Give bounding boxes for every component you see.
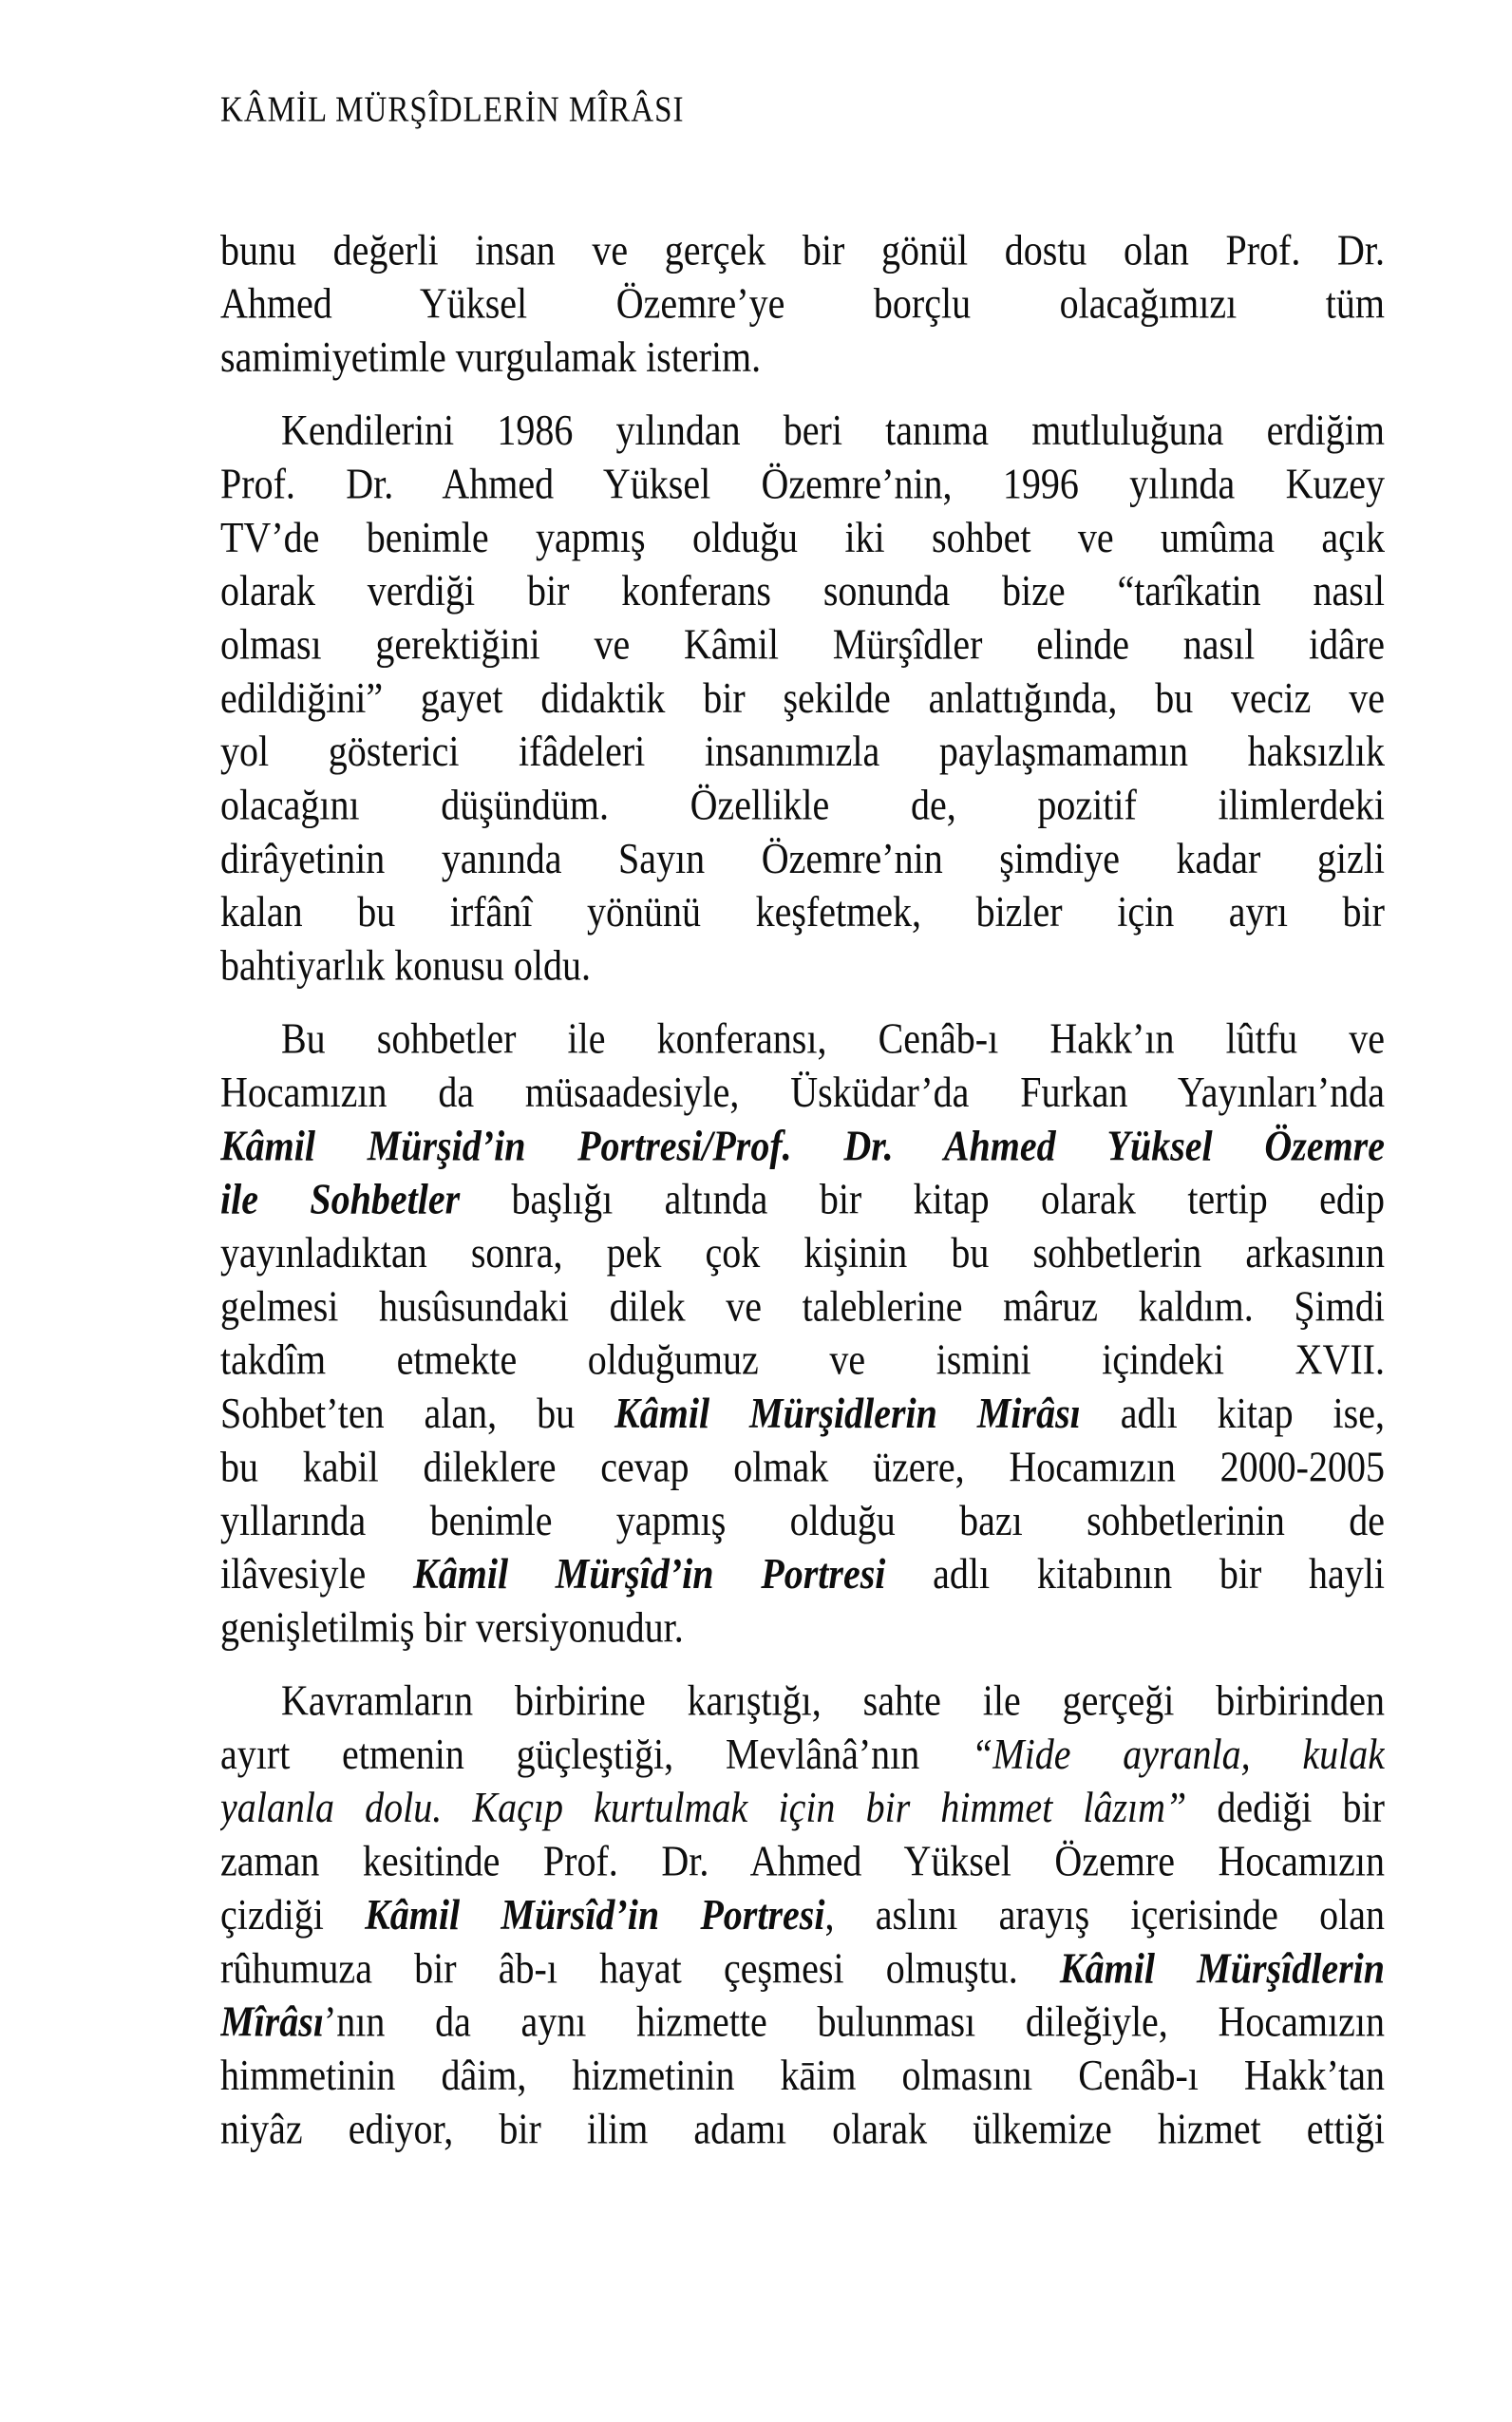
body-text: olarak verdiği bir konferans sonunda bize “tarîkatin nasıl — [220, 565, 1385, 615]
text-line — [220, 1440, 1385, 1493]
text-line — [220, 1333, 1385, 1386]
book-title-text: Kâmil Mürşîd’in Portresi — [413, 1548, 886, 1599]
paragraph — [220, 1674, 1385, 2155]
text-line — [220, 671, 1385, 724]
text-line — [220, 938, 1385, 992]
body-text: gelmesi husûsundaki dilek ve taleblerine mâruz kaldım. Şimdi — [220, 1280, 1385, 1331]
body-text: niyâz ediyor, bir ilim adamı olarak ülkemize hizmet ettiği — [220, 2103, 1385, 2153]
text-line — [220, 2048, 1385, 2101]
text-line — [220, 778, 1385, 831]
body-text: adlı kitap ise, — [1080, 1388, 1385, 1438]
text-line — [220, 1781, 1385, 1834]
text-line — [220, 2102, 1385, 2155]
body-text: adlı kitabının bir hayli — [885, 1548, 1385, 1599]
text-line — [220, 563, 1385, 616]
text-line — [220, 1887, 1385, 1940]
text-line — [220, 885, 1385, 938]
text-line — [220, 1172, 1385, 1225]
text-line — [220, 1279, 1385, 1333]
text-line — [220, 276, 1385, 330]
body-text: bahtiyarlık konusu oldu. — [220, 940, 591, 990]
text-line — [220, 1012, 1385, 1065]
text-line — [220, 617, 1385, 671]
quotation-text: “Mide ayranla, kulak — [972, 1729, 1385, 1779]
body-text: Hocamızın da müsaadesiyle, Üsküdar’da Furkan Yayınları’nda — [220, 1067, 1385, 1117]
text-line — [220, 1065, 1385, 1118]
paragraph — [220, 403, 1385, 992]
body-text: ayırt etmenin güçleştiği, Mevlânâ’nın — [220, 1729, 973, 1779]
text-line — [220, 223, 1385, 276]
text-line — [220, 1674, 1385, 1727]
body-text: bunu değerli insan ve gerçek bir gönül dostu olan Prof. Dr. — [220, 224, 1385, 274]
text-line — [220, 403, 1385, 456]
book-title-text: ile Sohbetler — [220, 1174, 461, 1223]
body-text: ’nın da aynı hizmette bulunması dileğiyle, Hocamızın — [323, 1996, 1385, 2046]
body-text: ilâvesiyle — [220, 1548, 414, 1599]
body-text: yayınladıktan sonra, pek çok kişinin bu sohbetlerin arkasının — [220, 1227, 1385, 1277]
body-text: TV’de benimle yapmış olduğu iki sohbet ve umûma açık — [220, 512, 1385, 562]
book-title-text: Kâmil Mürşid’in Portresi/Prof. Dr. Ahmed Yüksel Özemre — [220, 1120, 1385, 1170]
running-header: KÂMİL MÜRŞÎDLERİN MÎRÂSI — [220, 90, 685, 130]
body-text: olması gerektiğini ve Kâmil Mürşîdler elinde nasıl idâre — [220, 619, 1385, 669]
body-text: dirâyetinin yanında Sayın Özemre’nin şimdiye kadar gizli — [220, 833, 1385, 883]
body-text: olacağını düşündüm. Özellikle de, pozitif ilimlerdeki — [220, 780, 1385, 829]
text-line — [220, 330, 1385, 383]
book-title-text: Kâmil Mürsîd’in Portresi — [365, 1889, 825, 1939]
body-text: Bu sohbetler ile konferansı, Cenâb-ı Hakk’ın lûtfu ve — [281, 1013, 1385, 1063]
body-text: rûhumuza bir âb-ı hayat çeşmesi olmuştu. — [220, 1942, 1060, 1993]
book-title-text: Kâmil Mürşîdlerin — [1059, 1942, 1385, 1993]
body-text: Ahmed Yüksel Özemre’ye borçlu olacağımızı tüm — [220, 278, 1385, 328]
body-text: samimiyetimle vurgulamak isterim. — [220, 331, 762, 382]
text-line — [220, 1119, 1385, 1172]
body-text: çizdiği — [220, 1889, 366, 1939]
body-text: zaman kesitinde Prof. Dr. Ahmed Yüksel Özemre Hocamızın — [220, 1836, 1385, 1885]
body-text: Sohbet’ten alan, bu — [220, 1388, 615, 1438]
body-text: edildiğini” gayet didaktik bir şekilde anlattığında, bu veciz ve — [220, 672, 1385, 723]
body-text: bu kabil dileklere cevap olmak üzere, Hocamızın 2000-2005 — [220, 1442, 1385, 1491]
body-text: takdîm etmekte olduğumuz ve ismini içindeki XVII. — [220, 1334, 1385, 1385]
paragraph — [220, 223, 1385, 384]
body-text: başlığı altında bir kitap olarak tertip edip — [460, 1174, 1385, 1223]
body-text: dediği bir — [1186, 1782, 1385, 1832]
text-line — [220, 457, 1385, 510]
body-text: yıllarında benimle yapmış olduğu bazı sohbetlerinin de — [220, 1495, 1385, 1545]
body-text: yol gösterici ifâdeleri insanımızla paylaşmamamın haksızlık — [220, 726, 1385, 776]
text-line — [220, 1995, 1385, 2048]
body-text: Prof. Dr. Ahmed Yüksel Özemre’nin, 1996 yılında Kuzey — [220, 459, 1385, 508]
body-text: himmetinin dâim, hizmetinin kāim olmasını Cenâb-ı Hakk’tan — [220, 2050, 1385, 2100]
quotation-text: yalanla dolu. Kaçıp kurtulmak için bir himmet lâzım” — [220, 1782, 1187, 1832]
text-line — [220, 1600, 1385, 1654]
body-text: kalan bu irfânî yönünü keşfetmek, bizler için ayrı bir — [220, 886, 1385, 937]
page-body-text — [220, 223, 1385, 2155]
paragraph — [220, 1012, 1385, 1654]
text-line — [220, 1834, 1385, 1887]
body-text: Kavramların birbirine karıştığı, sahte ile gerçeği birbirinden — [281, 1675, 1385, 1725]
text-line — [220, 831, 1385, 884]
body-text: genişletilmiş bir versiyonudur. — [220, 1602, 684, 1652]
text-line — [220, 724, 1385, 777]
text-line — [220, 1941, 1385, 1995]
text-line — [220, 1493, 1385, 1546]
book-title-text: Kâmil Mürşidlerin Mirâsı — [614, 1388, 1081, 1438]
book-title-text: Mîrâsı — [220, 1996, 324, 2046]
text-line — [220, 1225, 1385, 1278]
text-line — [220, 1386, 1385, 1439]
body-text: , aslını arayış içerisinde olan — [824, 1889, 1385, 1939]
text-line — [220, 1546, 1385, 1599]
body-text: Kendilerini 1986 yılından beri tanıma mutluluğuna erdiğim — [281, 405, 1385, 455]
text-line — [220, 1727, 1385, 1780]
text-line — [220, 510, 1385, 563]
